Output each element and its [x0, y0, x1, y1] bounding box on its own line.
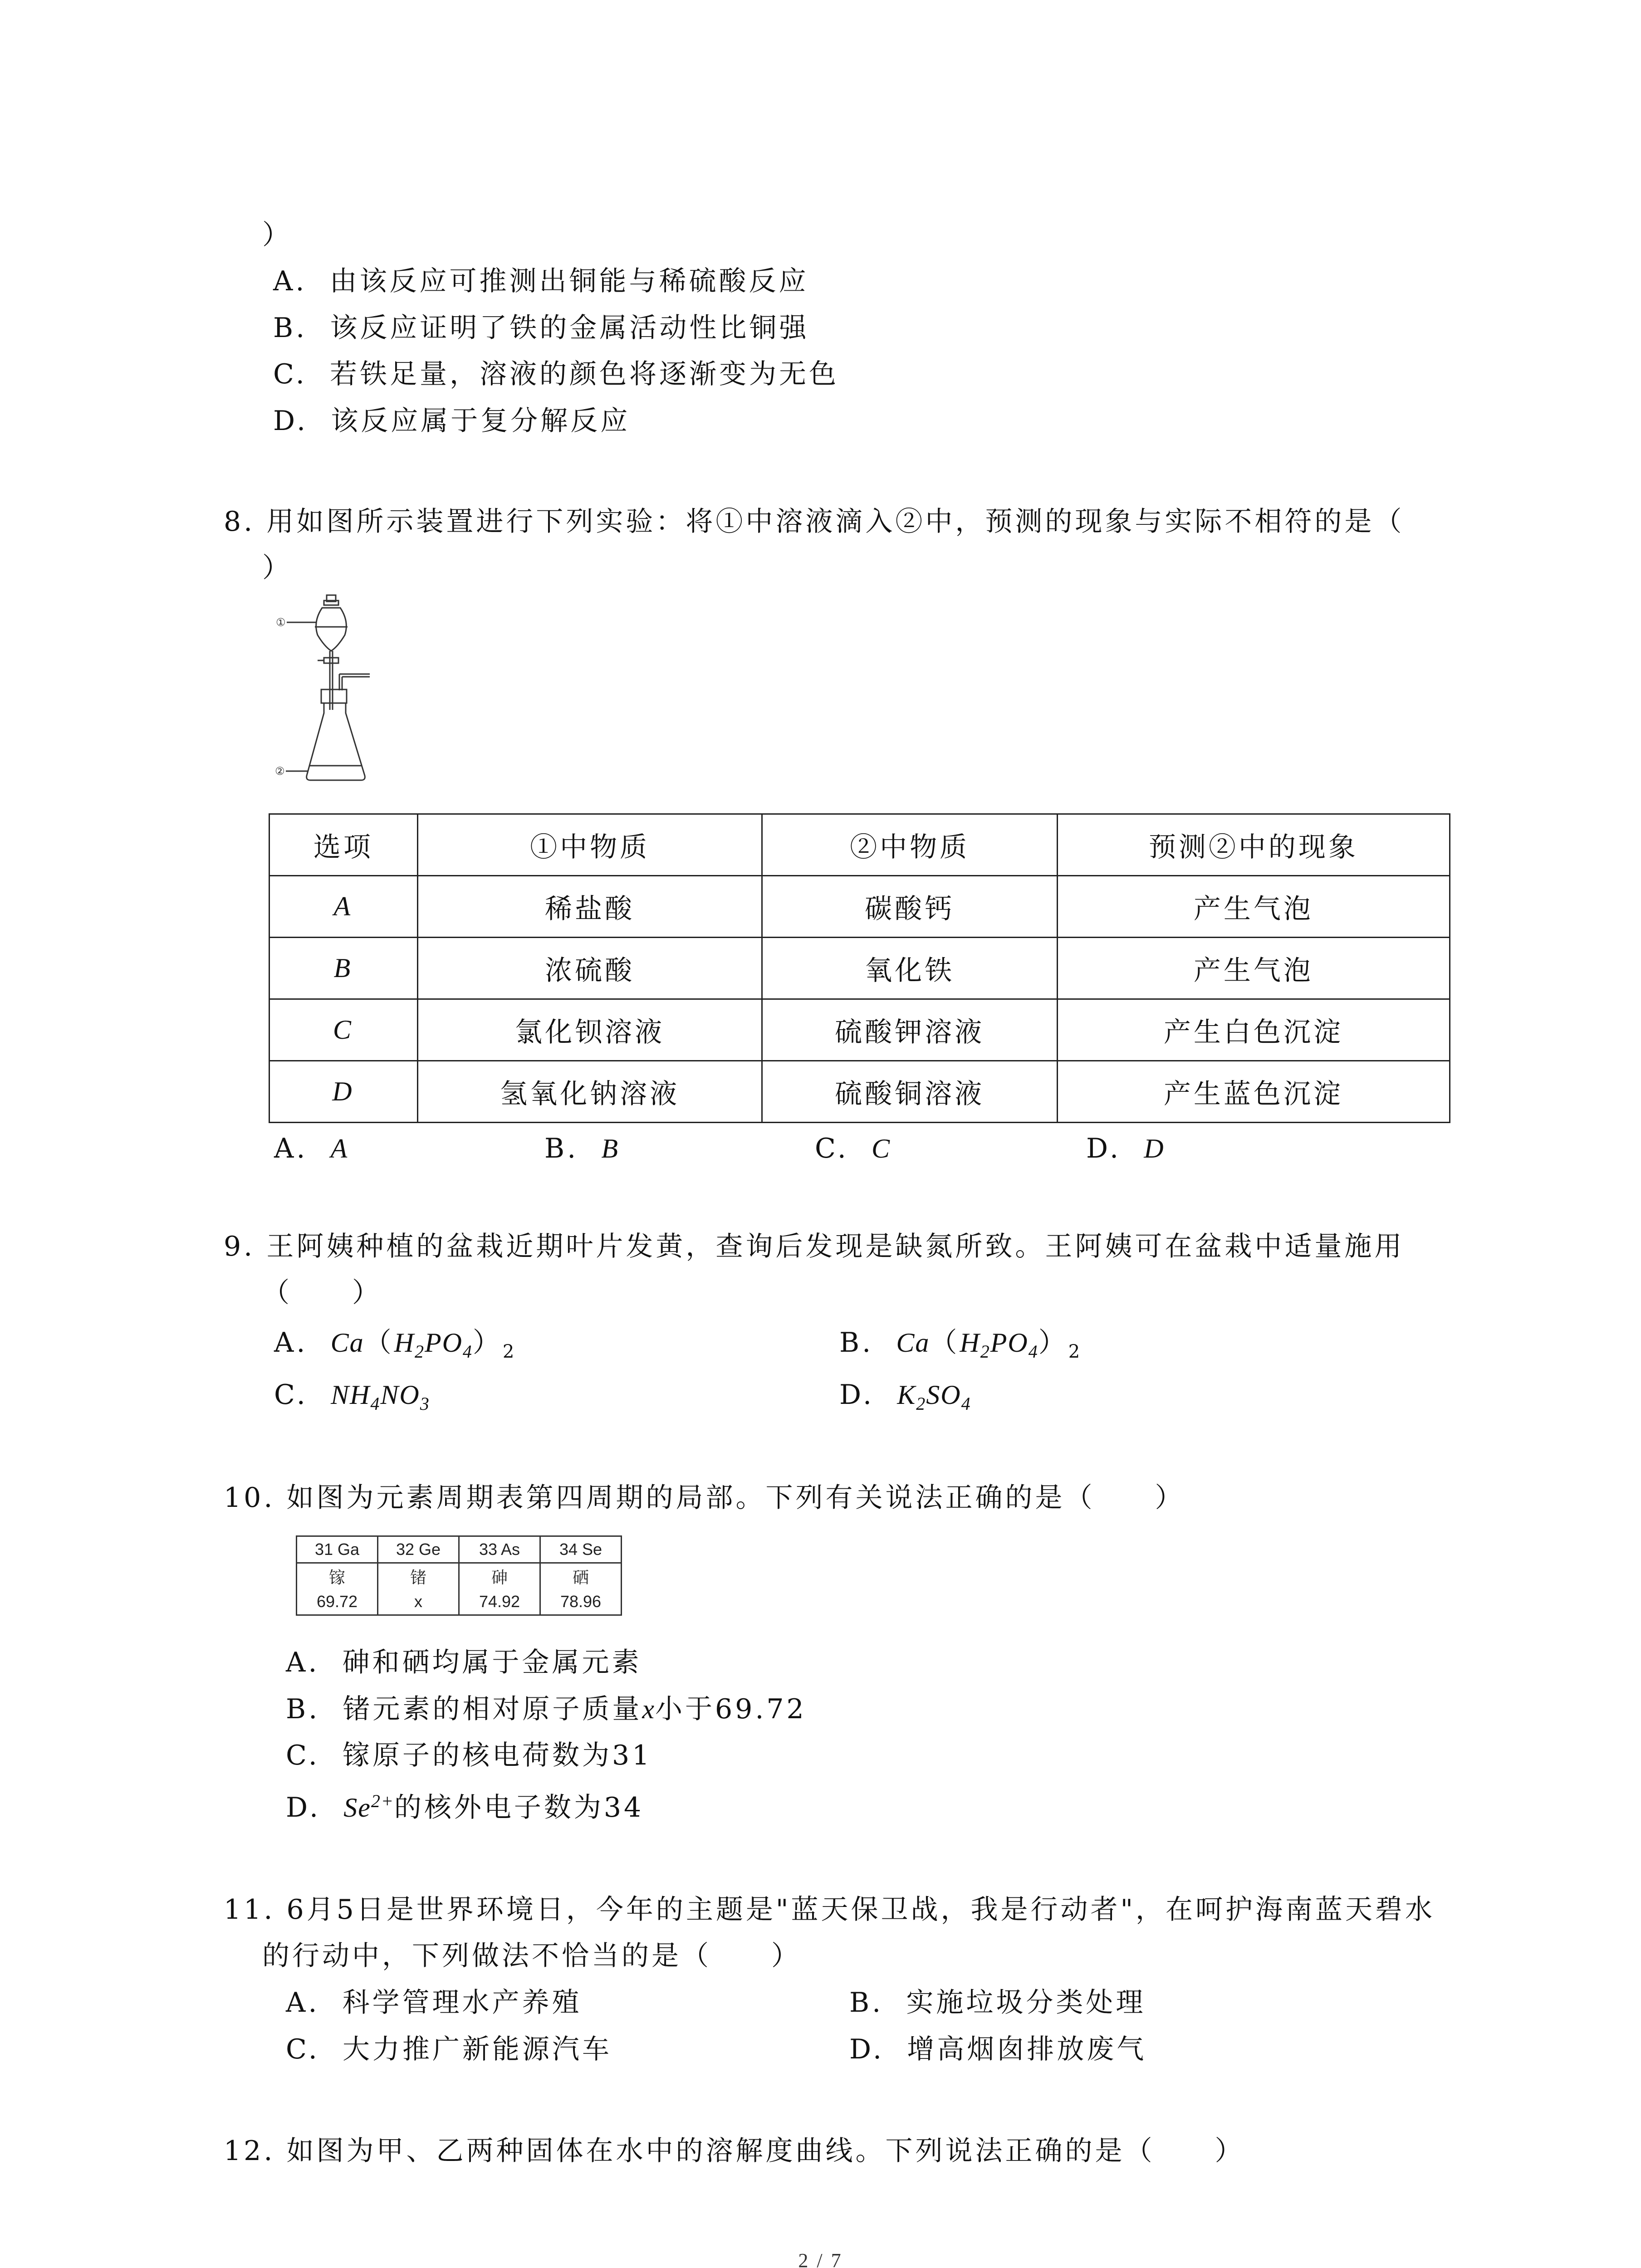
- q9-option-c: [274, 1379, 430, 1414]
- element-header: 32 Ge: [378, 1536, 459, 1563]
- q11-stem-line-1: [224, 1894, 1435, 1926]
- q8-option-a-letter: A.: [274, 1133, 308, 1164]
- page-number: 2 / 7: [798, 2249, 843, 2268]
- element-mass: 74.92: [459, 1589, 540, 1615]
- q10-option-d-letter: D.: [286, 1792, 321, 1823]
- q10-stem-text: 如图为元素周期表第四周期的局部。下列有关说法正确的是（ ）: [286, 1482, 1185, 1514]
- q7-option-a-letter: A.: [273, 265, 307, 297]
- apparatus-label-2: ②: [275, 765, 285, 777]
- q7-option-c-text: 若铁足量，溶液的颜色将逐渐变为无色: [330, 358, 839, 390]
- table-cell: 产生白色沉淀: [1057, 999, 1450, 1061]
- table-row: [269, 876, 1450, 938]
- table-cell: 氢氧化钠溶液: [417, 1061, 762, 1123]
- table-header-cell: 预测②中的现象: [1057, 814, 1450, 876]
- q9-stem-text: 王阿姨种植的盆栽近期叶片发黄，查询后发现是缺氮所致。王阿姨可在盆栽中适量施用: [266, 1231, 1405, 1262]
- q8-stem-line-1: [224, 506, 1405, 538]
- element-header: 33 As: [459, 1536, 540, 1563]
- q9-option-a: A. $Ca(H_2PO_4)_2$: [274, 1327, 517, 1362]
- q11-option-c: [286, 2033, 612, 2065]
- q10-option-a-letter: A.: [286, 1647, 320, 1678]
- q7-option-d: [273, 407, 630, 435]
- q11-option-b-text: 实施垃圾分类处理: [906, 1987, 1146, 2019]
- element-header: 34 Se: [540, 1536, 622, 1563]
- table-cell: 产生气泡: [1057, 938, 1450, 999]
- q8-option-d-text: D: [1144, 1134, 1165, 1163]
- q7-option-c: [273, 358, 839, 390]
- q9-number: 9.: [224, 1231, 255, 1262]
- q8-option-d-letter: D.: [1086, 1133, 1122, 1164]
- q8-option-a: [274, 1135, 348, 1162]
- table-cell: 碳酸钙: [762, 876, 1057, 938]
- q9-option-b-letter: B.: [839, 1327, 874, 1359]
- table-cell: C: [269, 999, 418, 1061]
- table-row: [269, 938, 1450, 999]
- table-cell: 产生蓝色沉淀: [1057, 1061, 1450, 1123]
- q11-option-a: [286, 1987, 582, 2019]
- table-cell: 产生气泡: [1057, 876, 1450, 938]
- q11-option-d-letter: D.: [849, 2033, 885, 2065]
- q7-option-b: [273, 314, 809, 342]
- q10-option-a: [286, 1649, 642, 1676]
- q10-stem: [224, 1482, 1185, 1514]
- q11-option-c-letter: C.: [286, 2033, 320, 2065]
- q8-option-b: [544, 1135, 619, 1162]
- q8-table: [269, 813, 1450, 1123]
- q8-option-c: [815, 1135, 891, 1162]
- element-name: 镓: [297, 1563, 378, 1589]
- q7-option-a-text: 由该反应可推测出铜能与稀硫酸反应: [329, 265, 809, 297]
- q8-number: 8.: [224, 506, 255, 538]
- separatory-funnel-flask-apparatus: [268, 594, 404, 803]
- table-header-cell: ①中物质: [417, 814, 762, 876]
- q9-option-a-letter: A.: [274, 1327, 308, 1359]
- q9-option-d-formula: $K_2SO_4$: [897, 1380, 971, 1414]
- q11-number: 11.: [224, 1894, 275, 1926]
- q11-option-d: [849, 2033, 1147, 2065]
- q10-option-d-post: 的核外电子数为34: [394, 1792, 644, 1823]
- table-header-row: [269, 814, 1450, 876]
- table-header-cell: ②中物质: [762, 814, 1057, 876]
- q7-option-d-letter: D.: [273, 405, 309, 437]
- q7-option-c-letter: C.: [273, 358, 307, 390]
- q11-stem-text: 6月5日是世界环境日，今年的主题是"蓝天保卫战，我是行动者"，在呵护海南蓝天碧水: [286, 1894, 1435, 1926]
- q8-option-b-letter: B.: [544, 1133, 579, 1164]
- q10-option-c: [286, 1742, 652, 1769]
- element-header: 31 Ga: [297, 1536, 378, 1563]
- element-name: 硒: [540, 1563, 622, 1589]
- q8-stem-text: 用如图所示装置进行下列实验：将①中溶液滴入②中，预测的现象与实际不相符的是（: [266, 506, 1405, 538]
- q7-option-b-letter: B.: [273, 312, 308, 344]
- q10-option-b: [286, 1693, 807, 1725]
- q9-option-c-letter: C.: [274, 1379, 308, 1411]
- table-header-cell: 选项: [269, 814, 418, 876]
- table-cell: 硫酸钾溶液: [762, 999, 1057, 1061]
- table-cell: 氯化钡溶液: [417, 999, 762, 1061]
- q10-option-c-text: 镓原子的核电荷数为31: [343, 1740, 652, 1771]
- q12-stem-text: 如图为甲、乙两种固体在水中的溶解度曲线。下列说法正确的是（ ）: [286, 2135, 1245, 2167]
- q8-stem-line-2: ）: [262, 552, 292, 584]
- q9-option-c-formula: $NH_4NO_3$: [331, 1380, 430, 1414]
- q8-option-d: [1086, 1135, 1165, 1162]
- q11-stem-line-2: 的行动中，下列做法不恰当的是（ ）: [262, 1940, 801, 1972]
- q9-option-b-formula: Ca: [896, 1328, 930, 1358]
- q9-option-d: [839, 1379, 971, 1414]
- element-mass: x: [378, 1589, 459, 1615]
- q10-option-c-letter: C.: [286, 1740, 320, 1771]
- element-name: 砷: [459, 1563, 540, 1589]
- q7-option-a: [273, 265, 809, 297]
- table-cell: 浓硫酸: [417, 938, 762, 999]
- periodic-table-fragment: [296, 1535, 622, 1616]
- q12-number: 12.: [224, 2135, 275, 2167]
- q11-option-a-letter: A.: [286, 1987, 320, 2019]
- element-mass: 69.72: [297, 1589, 378, 1615]
- q8-option-b-text: B: [601, 1134, 619, 1163]
- table-cell: B: [269, 938, 418, 999]
- table-row: [269, 1061, 1450, 1123]
- periodic-table-mass-row: [297, 1589, 622, 1615]
- q10-option-b-letter: B.: [286, 1693, 320, 1725]
- periodic-table-header-row: [297, 1536, 622, 1563]
- table-cell: 氧化铁: [762, 938, 1057, 999]
- table-cell: D: [269, 1061, 418, 1123]
- table-cell: 稀盐酸: [417, 876, 762, 938]
- q8-option-a-text: A: [330, 1134, 348, 1163]
- q10-option-a-text: 砷和硒均属于金属元素: [342, 1647, 642, 1678]
- q11-option-a-text: 科学管理水产养殖: [342, 1987, 582, 2019]
- q12-stem: [224, 2137, 1245, 2165]
- q11-option-d-text: 增高烟囱排放废气: [907, 2033, 1147, 2065]
- q11-option-c-text: 大力推广新能源汽车: [343, 2033, 612, 2065]
- q8-option-c-letter: C.: [815, 1133, 849, 1164]
- q10-option-b-post: 小于69.72: [655, 1693, 807, 1725]
- q9-option-d-letter: D.: [839, 1379, 875, 1411]
- apparatus-label-1: ①: [276, 616, 286, 629]
- q8-option-c-text: C: [872, 1134, 891, 1163]
- q10-option-d-ion: $Se^{2+}$: [343, 1791, 394, 1823]
- q7-option-d-text: 该反应属于复分解反应: [331, 405, 631, 437]
- q7-option-b-text: 该反应证明了铁的金属活动性比铜强: [330, 312, 809, 344]
- table-cell: 硫酸铜溶液: [762, 1061, 1057, 1123]
- q10-option-d: [286, 1791, 644, 1823]
- q7-stem-continuation: ）: [262, 219, 292, 251]
- element-name: 锗: [378, 1563, 459, 1589]
- q9-stem-line-2: （ ）: [262, 1277, 382, 1309]
- q9-stem-line-1: [224, 1233, 1404, 1260]
- q9-option-b: B. $Ca(H_2PO_4)_2$: [839, 1327, 1083, 1362]
- q11-option-b-letter: B.: [849, 1987, 884, 2019]
- table-cell: A: [269, 876, 418, 938]
- table-row: [269, 999, 1450, 1061]
- element-mass: 78.96: [540, 1589, 622, 1615]
- periodic-table-name-row: [297, 1563, 622, 1589]
- q10-option-b-pre: 锗元素的相对原子质量: [343, 1693, 642, 1725]
- q10-option-b-var: x: [642, 1694, 655, 1724]
- q11-option-b: [849, 1987, 1146, 2019]
- q10-number: 10.: [224, 1482, 275, 1514]
- q9-option-a-formula: Ca: [330, 1328, 364, 1358]
